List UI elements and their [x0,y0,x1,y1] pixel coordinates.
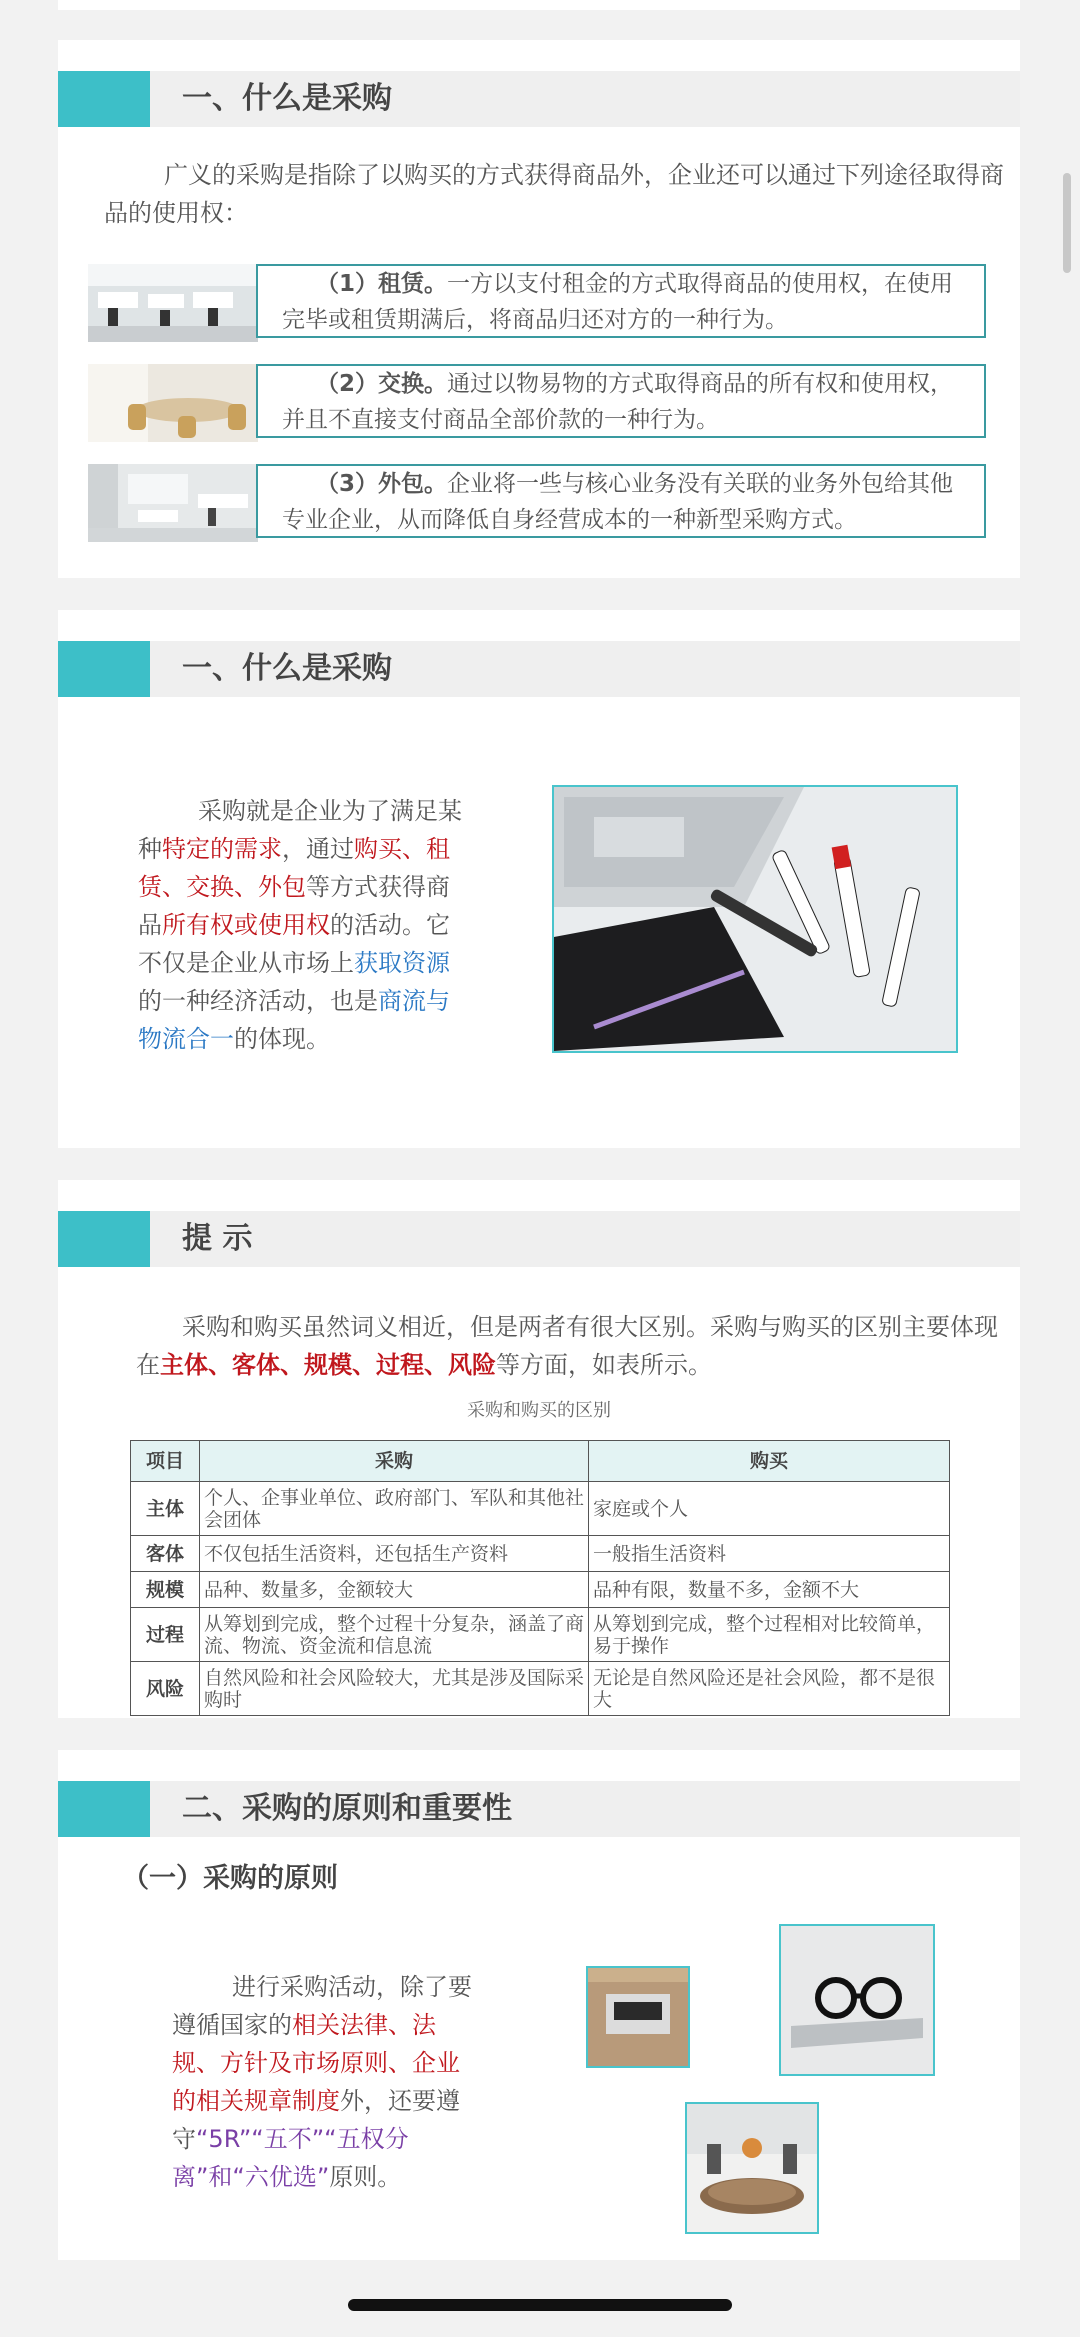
header-accent-tab [58,1781,150,1837]
section-title: 二、采购的原则和重要性 [182,1791,512,1826]
section-title: 一、什么是采购 [182,81,392,116]
item-row-exchange [88,364,990,442]
slide-what-is-purchasing-broad [58,40,1020,578]
item-row-outsource [88,464,990,542]
header-accent-tab [58,641,150,697]
table-row: 规模 品种、数量多，金额较大 品种有限，数量不多，金额不大 [131,1572,950,1608]
item-row-lease [88,264,990,342]
section-header [58,1781,1020,1837]
header-accent-tab [58,1211,150,1267]
laptop-desk-photo [586,1966,690,2068]
item-text-exchange: （2）交换。通过以物易物的方式取得商品的所有权和使用权，并且不直接支付商品全部价款的一种行为。 [256,364,986,438]
home-indicator[interactable] [348,2299,732,2311]
laptop-markers-photo [552,785,958,1053]
header-accent-tab [58,71,150,127]
slide-what-is-purchasing-definition [58,610,1020,1148]
comparison-table [130,1440,950,1716]
table-row: 过程 从筹划到完成，整个过程十分复杂，涵盖了商流、物流、资金流和信息流 从筹划到完成，整个过程相对比较简单，易于操作 [131,1608,950,1662]
section-header [58,1211,1020,1267]
meeting-room-photo [88,364,258,442]
principles-paragraph: 进行采购活动，除了要遵循国家的相关法律、法规、方针及市场原则、企业的相关规章制度外，还要遵守“5R”“五不”“五权分离”和“六优选”原则。 [172,1973,472,2191]
section-header [58,641,1020,697]
table-row: 客体 不仅包括生活资料，还包括生产资料 一般指生活资料 [131,1536,950,1572]
intro-paragraph: 广义的采购是指除了以购买的方式获得商品外，企业还可以通过下列途径取得商品的使用权： [104,161,1004,227]
table-caption: 采购和购买的区别 [467,1400,611,1421]
office-photo [88,264,258,342]
slide-tips-comparison [58,1180,1020,1718]
subsection-title: （一）采购的原则 [122,1863,338,1894]
item-text-outsource: （3）外包。企业将一些与核心业务没有关联的业务外包给其他专业企业，从而降低自身经营成本的一种新型采购方式。 [256,464,986,538]
table-row: 主体 个人、企事业单位、政府部门、军队和其他社会团体 家庭或个人 [131,1482,950,1536]
glasses-laptop-photo [779,1924,935,2076]
slide-principles-importance [58,1750,1020,2260]
scrollbar[interactable] [1063,173,1071,273]
item-text-lease: （1）租赁。一方以支付租金的方式取得商品的使用权，在使用完毕或租赁期满后，将商品归还对方的一种行为。 [256,264,986,338]
section-title: 提 示 [182,1221,253,1256]
tips-paragraph: 采购和购买虽然词义相近，但是两者有很大区别。采购与购买的区别主要体现在主体、客体、规模、过程、风险等方面，如表所示。 [136,1313,998,1379]
round-table-photo [685,2102,819,2234]
previous-card-remnant [58,0,1020,10]
definition-paragraph: 采购就是企业为了满足某种特定的需求，通过购买、租赁、交换、外包等方式获得商品所有权或使用权的活动。它不仅是企业从市场上获取资源的一种经济活动，也是商流与物流合一的体现。 [138,797,462,1053]
section-title: 一、什么是采购 [182,651,392,686]
table-row: 风险 自然风险和社会风险较大，尤其是涉及国际采购时 无论是自然风险还是社会风险，都不是很大 [131,1662,950,1716]
office-hall-photo [88,464,258,542]
table-header-row: 项目 采购 购买 [131,1441,950,1482]
section-header [58,71,1020,127]
